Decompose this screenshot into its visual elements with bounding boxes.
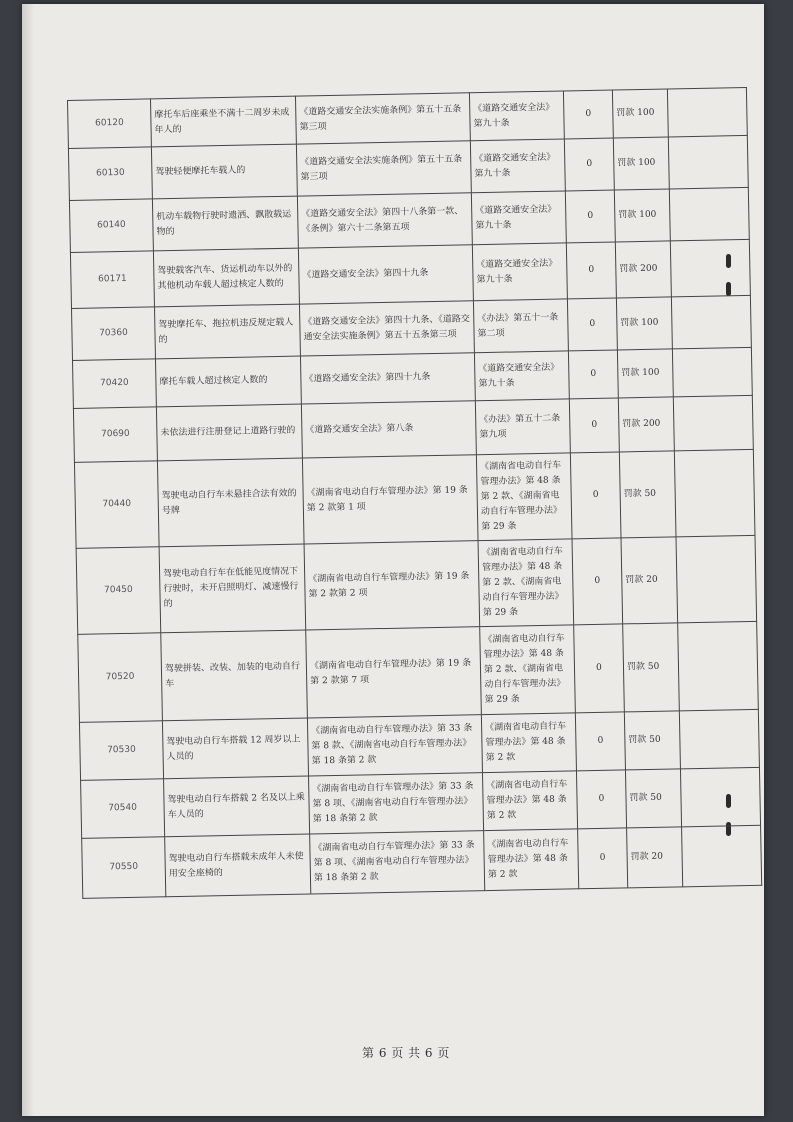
violation-code: 60120 (68, 99, 152, 149)
demerit-points: 0 (566, 242, 616, 299)
violation-penalty-table (67, 87, 762, 899)
penalty-basis: 《湖南省电动自行车管理办法》第 48 条第 2 款、《湖南省电动自行车管理办法》第 29 条 (480, 625, 576, 715)
demerit-points: 0 (563, 90, 613, 139)
blank-cell (678, 621, 759, 711)
penalty-basis: 《办法》第五十二条第九项 (475, 399, 570, 455)
violation-description: 驾驶电动自行车搭载 2 名及以上乘车人员的 (164, 776, 310, 837)
penalty-basis: 《湖南省电动自行车管理办法》第 48 条第 2 款 (482, 771, 577, 831)
blank-cell (674, 449, 755, 537)
penalty-basis: 《湖南省电动自行车管理办法》第 48 条第 2 款 (484, 829, 579, 891)
blank-cell (680, 767, 760, 827)
violation-code: 60171 (70, 251, 154, 309)
page-edge-shadow (22, 4, 34, 1116)
blank-cell (673, 395, 753, 451)
penalty-amount: 罚款 100 (614, 189, 670, 242)
blank-cell (668, 135, 748, 189)
violation-code: 60140 (69, 199, 153, 253)
penalty-amount: 罚款 200 (615, 241, 671, 298)
penalty-amount: 罚款 100 (617, 349, 673, 398)
legal-basis: 《道路交通安全法》第八条 (301, 401, 476, 458)
violation-code: 70540 (81, 779, 165, 839)
demerit-points: 0 (578, 828, 628, 889)
penalty-basis: 《道路交通安全法》第九十条 (470, 139, 565, 193)
demerit-points: 0 (569, 398, 619, 453)
demerit-points: 0 (572, 538, 623, 625)
violation-code: 70420 (73, 359, 157, 409)
violation-code: 70440 (74, 461, 159, 549)
penalty-basis: 《道路交通安全法》第九十条 (472, 243, 567, 301)
blank-cell (670, 239, 750, 297)
blank-cell (682, 825, 762, 887)
legal-basis: 《湖南省电动自行车管理办法》第 33 条第 8 款、《湖南省电动自行车管理办法》第 18 条第 2 款 (307, 715, 482, 776)
demerit-points: 0 (568, 350, 618, 399)
blank-cell (671, 295, 751, 349)
penalty-amount: 罚款 20 (621, 537, 678, 624)
penalty-basis: 《道路交通安全法》第九十条 (474, 351, 569, 401)
table-row (74, 449, 755, 548)
legal-basis: 《湖南省电动自行车管理办法》第 19 条第 2 款第 7 项 (306, 627, 482, 718)
violation-code: 70520 (78, 633, 163, 723)
penalty-basis: 《湖南省电动自行车管理办法》第 48 条第 2 款、《湖南省电动自行车管理办法》第 29 条 (478, 539, 574, 627)
violation-description: 机动车载物行驶时遗洒、飘散载运物的 (152, 196, 298, 251)
legal-basis: 《道路交通安全法》第四十九条、《道路交通安全法实施条例》第五十五条第三项 (299, 301, 474, 356)
penalty-amount: 罚款 50 (625, 769, 681, 828)
blank-cell (679, 709, 759, 769)
penalty-amount: 罚款 50 (624, 711, 680, 770)
demerit-points: 0 (570, 452, 621, 539)
violation-description: 驾驶载客汽车、货运机动车以外的其他机动车载人超过核定人数的 (153, 248, 299, 307)
legal-basis: 《湖南省电动自行车管理办法》第 19 条第 2 款第 1 项 (302, 455, 478, 544)
penalty-amount: 罚款 20 (627, 827, 683, 888)
penalty-amount: 罚款 200 (618, 397, 674, 452)
violation-description: 驾驶轻便摩托车载人的 (151, 144, 297, 199)
legal-basis: 《湖南省电动自行车管理办法》第 19 条第 2 款第 2 项 (304, 541, 480, 630)
document-page (22, 4, 764, 1116)
blank-cell (669, 187, 749, 241)
demerit-points: 0 (565, 190, 615, 243)
legal-basis: 《道路交通安全法实施条例》第五十五条第三项 (295, 93, 470, 144)
violation-description: 驾驶电动自行车在低能见度情况下行驶时，未开启照明灯、减速慢行的 (159, 544, 306, 633)
demerit-points: 0 (574, 624, 625, 713)
violation-code: 70530 (79, 721, 163, 781)
demerit-points: 0 (575, 712, 625, 771)
legal-basis: 《道路交通安全法》第四十九条 (298, 245, 473, 304)
legal-basis: 《道路交通安全法》第四十九条 (300, 353, 475, 404)
legal-basis: 《道路交通安全法实施条例》第五十五条第三项 (296, 141, 471, 196)
blank-cell (676, 535, 757, 623)
legal-basis: 《湖南省电动自行车管理办法》第 33 条第 8 项、《湖南省电动自行车管理办法》第 18 条第 2 款 (309, 773, 484, 834)
violation-code: 60130 (68, 147, 152, 201)
penalty-amount: 罚款 100 (612, 89, 668, 138)
penalty-basis: 《办法》第五十一条第二项 (473, 299, 568, 353)
legal-basis: 《湖南省电动自行车管理办法》第 33 条第 8 项、《湖南省电动自行车管理办法》第 18 条第 2 款 (310, 831, 485, 894)
violation-description: 未依法进行注册登记上道路行驶的 (156, 404, 302, 461)
penalty-amount: 罚款 50 (623, 623, 680, 712)
page-number-footer: 第 6 页 共 6 页 (362, 1046, 450, 1060)
penalty-basis: 《道路交通安全法》第九十条 (471, 191, 566, 245)
demerit-points: 0 (564, 138, 614, 191)
penalty-amount: 罚款 100 (613, 137, 669, 190)
demerit-points: 0 (576, 770, 626, 829)
violation-description: 驾驶拼装、改装、加装的电动自行车 (161, 630, 308, 721)
violation-description: 摩托车载人超过核定人数的 (155, 356, 301, 407)
violation-code: 70360 (72, 307, 156, 361)
table-row (76, 535, 757, 634)
blank-cell (667, 87, 747, 137)
violation-description: 摩托车后座乘坐不满十二周岁未成年人的 (150, 96, 296, 147)
penalty-basis: 《湖南省电动自行车管理办法》第 48 条第 2 款 (481, 713, 576, 773)
table-row (78, 621, 759, 722)
penalty-amount: 罚款 50 (619, 451, 676, 538)
blank-cell (672, 347, 752, 397)
violation-description: 驾驶摩托车、拖拉机违反规定载人的 (154, 304, 300, 359)
violation-code: 70690 (73, 407, 157, 463)
penalty-amount: 罚款 100 (616, 297, 672, 350)
violation-description: 驾驶电动自行车未悬挂合法有效的号牌 (157, 458, 304, 547)
penalty-basis: 《道路交通安全法》第九十条 (469, 91, 564, 141)
violation-code: 70450 (76, 547, 161, 635)
violation-description: 驾驶电动自行车搭载 12 周岁以上人员的 (162, 718, 308, 779)
demerit-points: 0 (567, 298, 617, 351)
violation-code: 70550 (82, 837, 166, 899)
legal-basis: 《道路交通安全法》第四十八条第一款、《条例》第六十二条第五项 (297, 193, 472, 248)
penalty-basis: 《湖南省电动自行车管理办法》第 48 条第 2 款、《湖南省电动自行车管理办法》第 29 条 (476, 453, 572, 541)
violation-description: 驾驶电动自行车搭载未成年人未使用安全座椅的 (165, 834, 311, 897)
table-row (82, 825, 762, 898)
